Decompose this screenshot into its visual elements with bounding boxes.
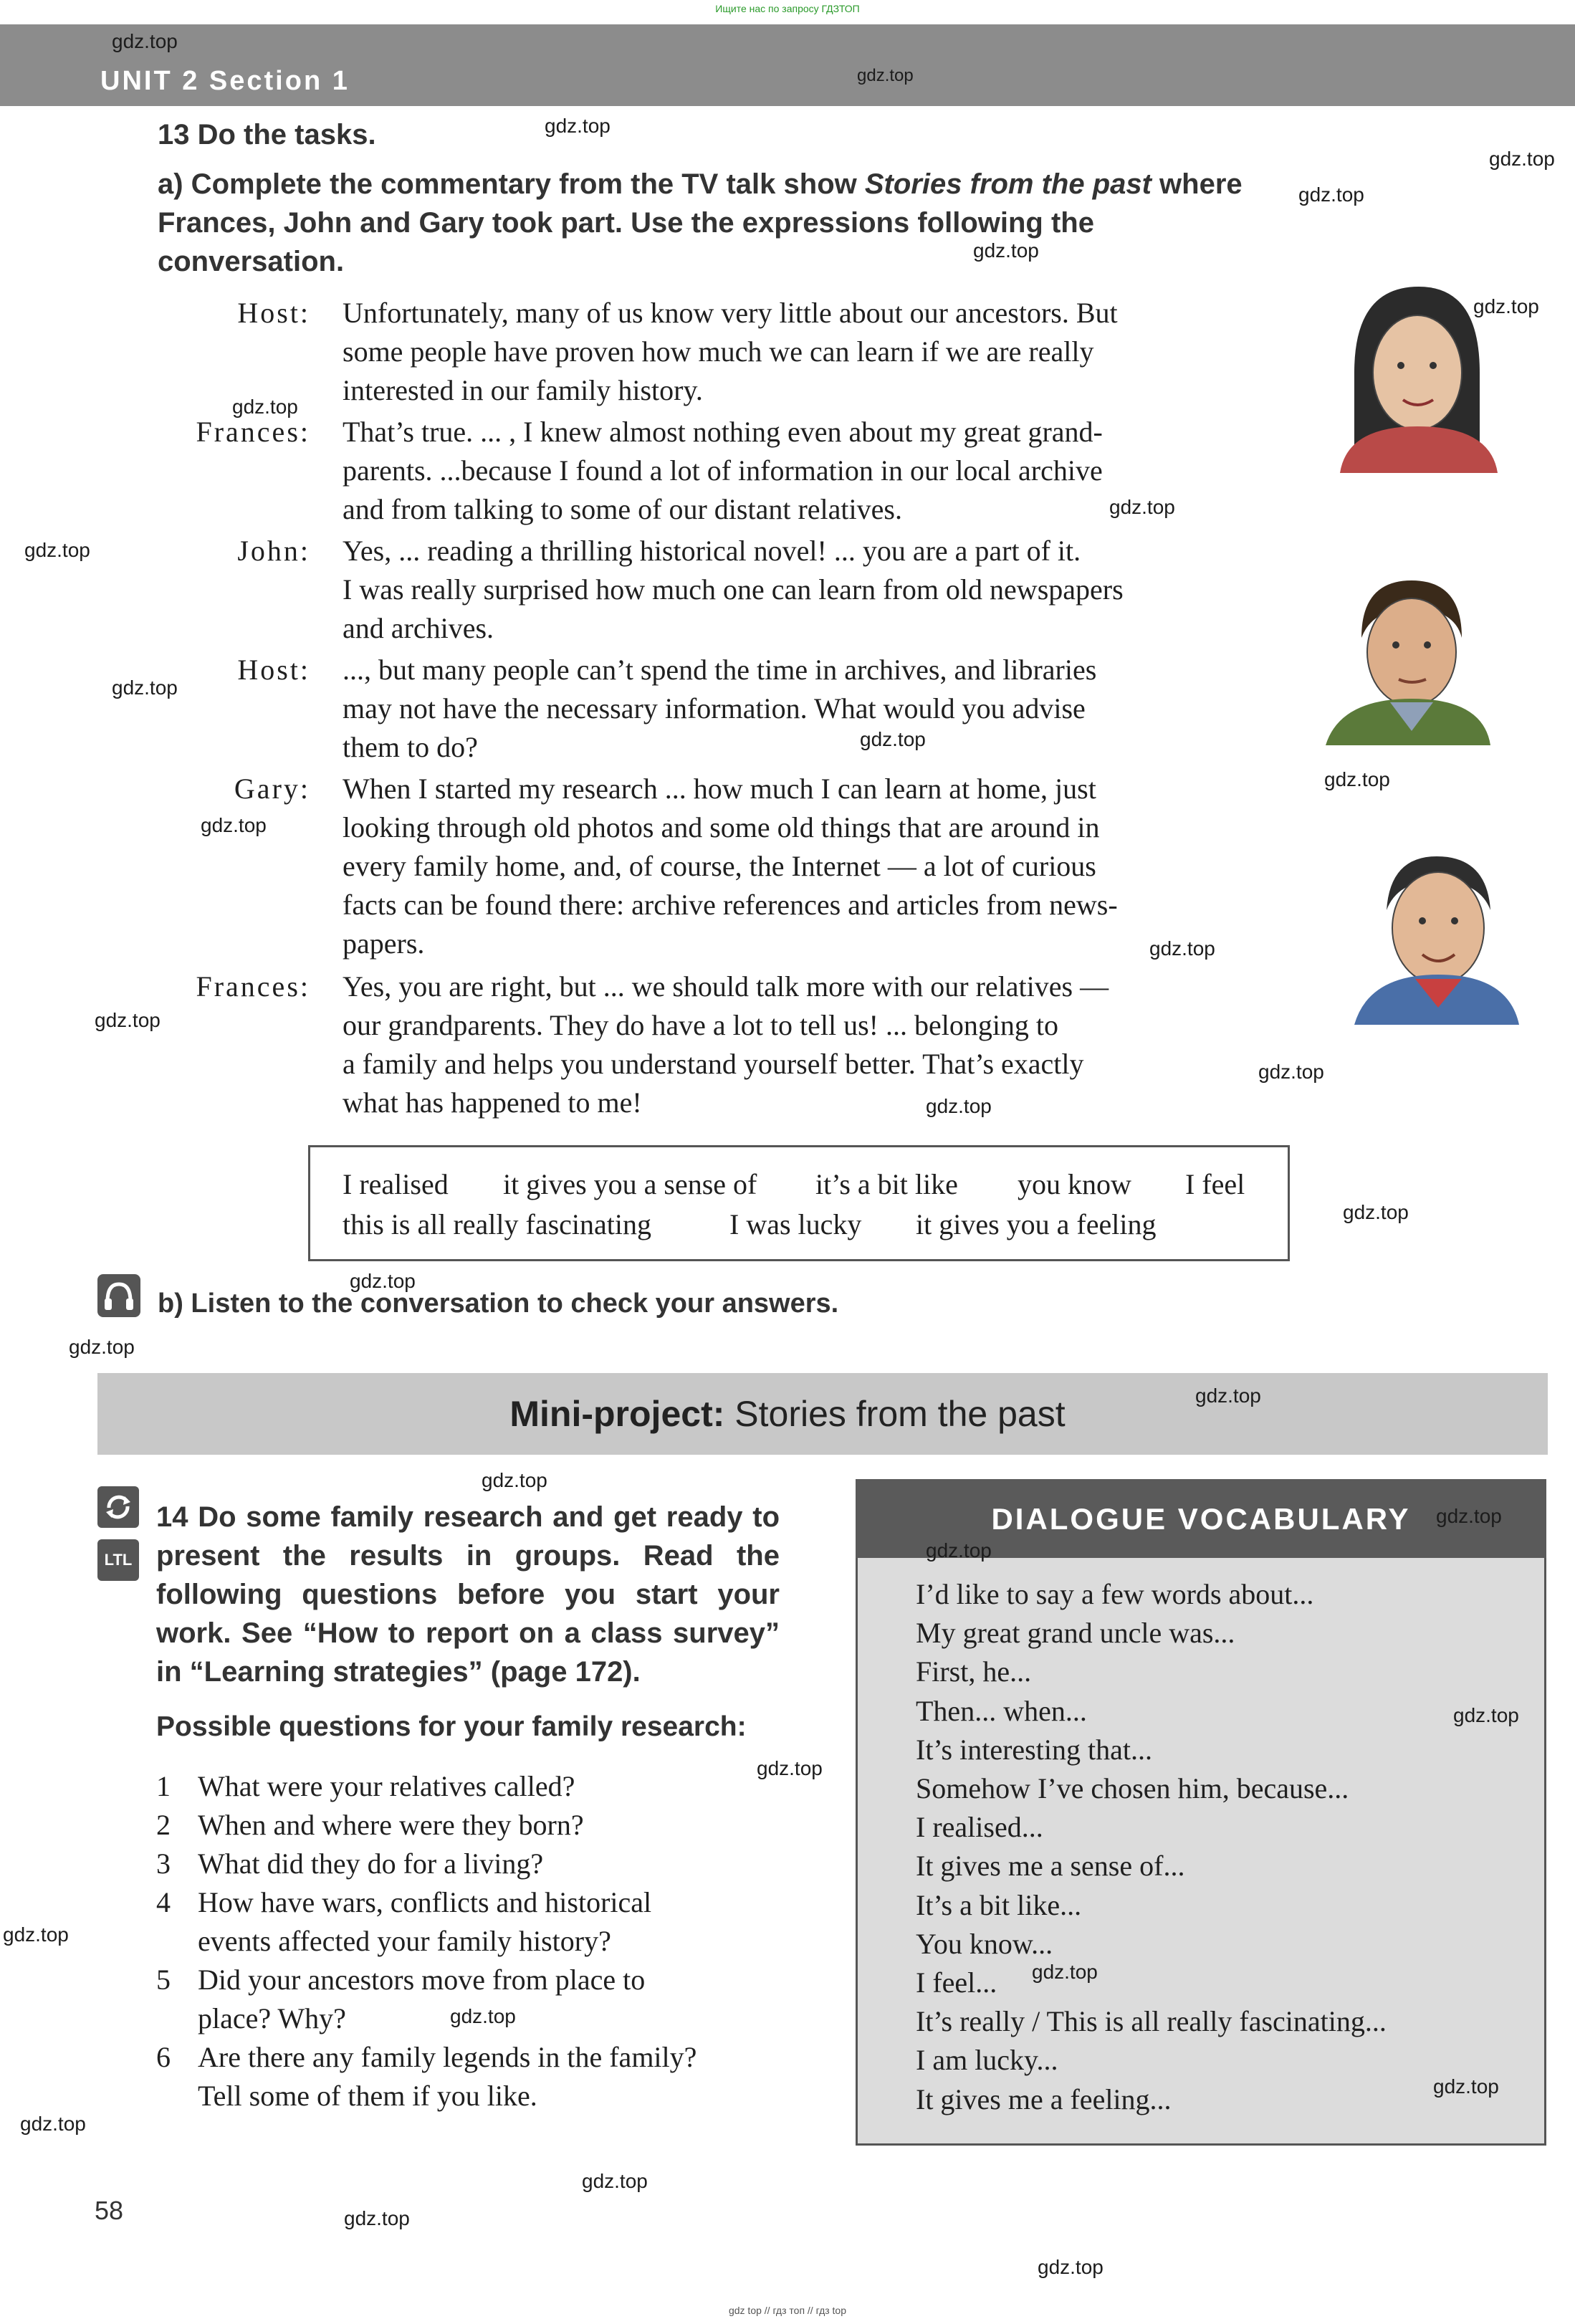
watermark: gdz.top — [757, 1757, 823, 1779]
expression-item: I was lucky — [729, 1208, 862, 1240]
expression-item: I feel — [1185, 1168, 1245, 1200]
speech-gary — [343, 770, 1247, 963]
expressions-row-2 — [0, 1205, 1575, 1244]
speech-host-1 — [343, 294, 1247, 410]
question-line: When and where were they born? — [198, 1809, 584, 1841]
mini-project-name: Stories from the past — [734, 1394, 1066, 1434]
speech-line: When I started my research ... how much I can learn at home, just — [343, 773, 1096, 805]
speaker-host: Host: — [237, 654, 310, 686]
vocabulary-item: My great grand uncle was... — [916, 1617, 1235, 1650]
question-number: 3 — [156, 1847, 171, 1880]
speech-line: facts can be found there: archive references and articles from news- — [343, 889, 1118, 921]
watermark: gdz.top — [344, 2207, 410, 2229]
speech-line: looking through old photos and some old things that are around in — [343, 811, 1100, 843]
watermark: gdz.top — [1195, 1385, 1261, 1407]
speech-line: what has happened to me! — [343, 1086, 642, 1119]
task-13b-listen: b) Listen to the conversation to check your answers. — [158, 1288, 839, 1319]
expression-item: this is all really fascinating — [343, 1208, 651, 1240]
speech-host-2 — [343, 651, 1247, 767]
watermark: gdz.top — [1433, 2075, 1499, 2098]
page-number: 58 — [95, 2196, 124, 2225]
question-number: 2 — [156, 1809, 171, 1841]
watermark: gdz.top — [24, 539, 90, 561]
headphones-icon — [97, 1274, 140, 1317]
vocabulary-item: It’s really / This is all really fascinating... — [916, 2005, 1387, 2038]
gary-portrait — [1347, 838, 1519, 1025]
speech-line: That’s true. ... , I knew almost nothing even about my great grand- — [343, 416, 1103, 448]
question-number: 4 — [156, 1886, 171, 1918]
speaker-frances: Frances: — [196, 416, 310, 448]
question-line: Did your ancestors move from place to — [198, 1964, 646, 1996]
task-14-instruction: 14 Do some family research and get ready to present the results in groups. Read the following questions before you start your work. See “How to report on a class survey” in “Learning strategies” (page 172). — [156, 1501, 780, 1688]
speech-frances-2 — [343, 967, 1247, 1122]
expression-item: I realised — [343, 1168, 449, 1200]
watermark: gdz.top — [201, 814, 267, 836]
question-number: 1 — [156, 1770, 171, 1802]
expression-item: it gives you a feeling — [916, 1208, 1157, 1240]
show-title: Stories from the past — [864, 168, 1152, 200]
watermark: gdz.top — [450, 2005, 516, 2027]
speech-line: interested in our family history. — [343, 374, 703, 406]
watermark: gdz.top — [350, 1270, 416, 1292]
expression-item: it gives you a sense of — [503, 1168, 757, 1200]
vocabulary-item: It gives me a feeling... — [916, 2082, 1172, 2115]
speech-line: every family home, and, of course, the Internet — a lot of curious — [343, 850, 1096, 882]
question-line: What did they do for a living? — [198, 1847, 544, 1880]
mini-project-label: Mini-project: — [509, 1394, 725, 1434]
speech-line: them to do? — [343, 731, 478, 763]
watermark: gdz.top — [1149, 937, 1215, 960]
watermark: gdz.top — [926, 1095, 992, 1117]
watermark: gdz.top — [1343, 1201, 1409, 1223]
vocabulary-item: I feel... — [916, 1966, 997, 1999]
watermark: gdz.top — [1436, 1505, 1502, 1527]
speech-line: and from talking to some of our distant relatives. — [343, 493, 902, 525]
speech-line: ..., but many people can’t spend the time in archives, and libraries — [343, 654, 1097, 686]
vocabulary-item: First, he... — [916, 1655, 1032, 1688]
question-number: 6 — [156, 2041, 171, 2073]
dialogue-vocabulary-title: DIALOGUE VOCABULARY — [991, 1502, 1411, 1536]
question-3 — [198, 1845, 780, 1883]
vocabulary-item: Then... when... — [916, 1694, 1087, 1727]
speech-line: and archives. — [343, 612, 494, 644]
mini-project-title — [0, 1393, 1575, 1435]
watermark: gdz.top — [95, 1009, 161, 1031]
watermark: gdz.top — [1453, 1704, 1519, 1726]
task-13a-instruction — [158, 165, 1247, 281]
watermark: gdz.top — [112, 676, 178, 699]
watermark: gdz.top — [1489, 148, 1555, 170]
question-line: Are there any family legends in the family? — [198, 2041, 697, 2073]
watermark: gdz.top — [1298, 183, 1364, 206]
instruction-text: a) Complete the commentary from the TV talk show — [158, 168, 865, 200]
speech-line: may not have the necessary information. What would you advise — [343, 692, 1086, 725]
headphones-icon-glyph — [97, 1274, 140, 1317]
watermark: gdz.top — [1032, 1961, 1098, 1983]
ltl-badge: LTL — [97, 1539, 139, 1581]
watermark: gdz.top — [1109, 496, 1175, 518]
instruction-text: where Frances, John and Gary took part. Use the expressions following the conversation. — [158, 168, 1243, 277]
question-line: Tell some of them if you like. — [198, 2080, 537, 2112]
speech-line: a family and helps you understand yourself better. That’s exactly — [343, 1048, 1084, 1080]
footer-note: gdz top // гдз топ // гдз top — [728, 2305, 847, 2316]
question-line: place? Why? — [198, 2002, 346, 2034]
vocabulary-item: It’s a bit like... — [916, 1888, 1082, 1921]
watermark: gdz.top — [860, 728, 926, 750]
vocabulary-item: I am lucky... — [916, 2044, 1058, 2077]
watermark: gdz.top — [482, 1469, 547, 1491]
watermark: gdz.top — [69, 1336, 135, 1358]
speech-line: Yes, ... reading a thrilling historical novel! ... you are a part of it. — [343, 535, 1081, 567]
speech-line: Unfortunately, many of us know very little about our ancestors. But — [343, 297, 1118, 329]
question-1 — [198, 1767, 780, 1806]
question-2 — [198, 1806, 780, 1845]
speaker-host: Host: — [237, 297, 310, 329]
watermark: gdz.top — [582, 2170, 648, 2192]
speech-line: parents. ...because I found a lot of information in our local archive — [343, 454, 1103, 487]
vocabulary-item: Somehow I’ve chosen him, because... — [916, 1772, 1349, 1805]
speech-line: I was really surprised how much one can learn from old newspapers — [343, 573, 1124, 606]
speaker-frances: Frances: — [196, 970, 310, 1003]
vocabulary-item: It’s interesting that... — [916, 1733, 1152, 1766]
watermark: gdz.top — [857, 66, 914, 85]
question-6 — [198, 2038, 780, 2115]
watermark: gdz.top — [1258, 1061, 1324, 1083]
watermark: gdz.top — [1038, 2256, 1104, 2278]
cycle-icon — [97, 1486, 139, 1528]
dialogue-vocabulary-list — [916, 1575, 1532, 2119]
question-line: What were your relatives called? — [198, 1770, 575, 1802]
expressions-row-1 — [0, 1165, 1575, 1204]
watermark: gdz.top — [926, 1539, 992, 1562]
watermark: gdz.top — [232, 396, 298, 418]
question-line: How have wars, conflicts and historical — [198, 1886, 652, 1918]
question-number: 5 — [156, 1964, 171, 1996]
watermark: gdz.top — [973, 239, 1039, 262]
watermark: gdz.top — [112, 30, 178, 52]
vocabulary-item: I’d like to say a few words about... — [916, 1578, 1314, 1610]
vocabulary-item: I realised... — [916, 1811, 1043, 1844]
vocabulary-item: You know... — [916, 1927, 1053, 1960]
vocabulary-item: It gives me a sense of... — [916, 1850, 1185, 1883]
task-13-title: 13 Do the tasks. — [158, 119, 376, 150]
questions-title: Possible questions for your family research: — [156, 1711, 747, 1742]
expression-item: it’s a bit like — [815, 1168, 958, 1200]
question-line: events affected your family history? — [198, 1925, 611, 1957]
watermark: gdz.top — [1324, 768, 1390, 790]
watermark: gdz.top — [3, 1923, 69, 1946]
watermark: gdz.top — [1473, 295, 1539, 317]
top-note: Ищите нас по запросу ГДЗТОП — [715, 3, 860, 14]
john-portrait — [1318, 559, 1490, 745]
question-4 — [198, 1883, 780, 1961]
speech-john — [343, 532, 1247, 648]
speaker-gary: Gary: — [234, 773, 310, 805]
speech-line: Yes, you are right, but ... we should talk more with our relatives — — [343, 970, 1109, 1003]
watermark: gdz.top — [545, 115, 611, 137]
cycle-icon-glyph — [97, 1486, 139, 1528]
expression-item: you know — [1018, 1168, 1131, 1200]
speaker-john: John: — [237, 535, 310, 567]
watermark: gdz.top — [20, 2113, 86, 2135]
speech-line: papers. — [343, 927, 425, 960]
speech-line: some people have proven how much we can learn if we are really — [343, 335, 1094, 368]
unit-label: UNIT 2 Section 1 — [100, 66, 350, 96]
speech-line: our grandparents. They do have a lot to tell us! ... belonging to — [343, 1009, 1059, 1041]
